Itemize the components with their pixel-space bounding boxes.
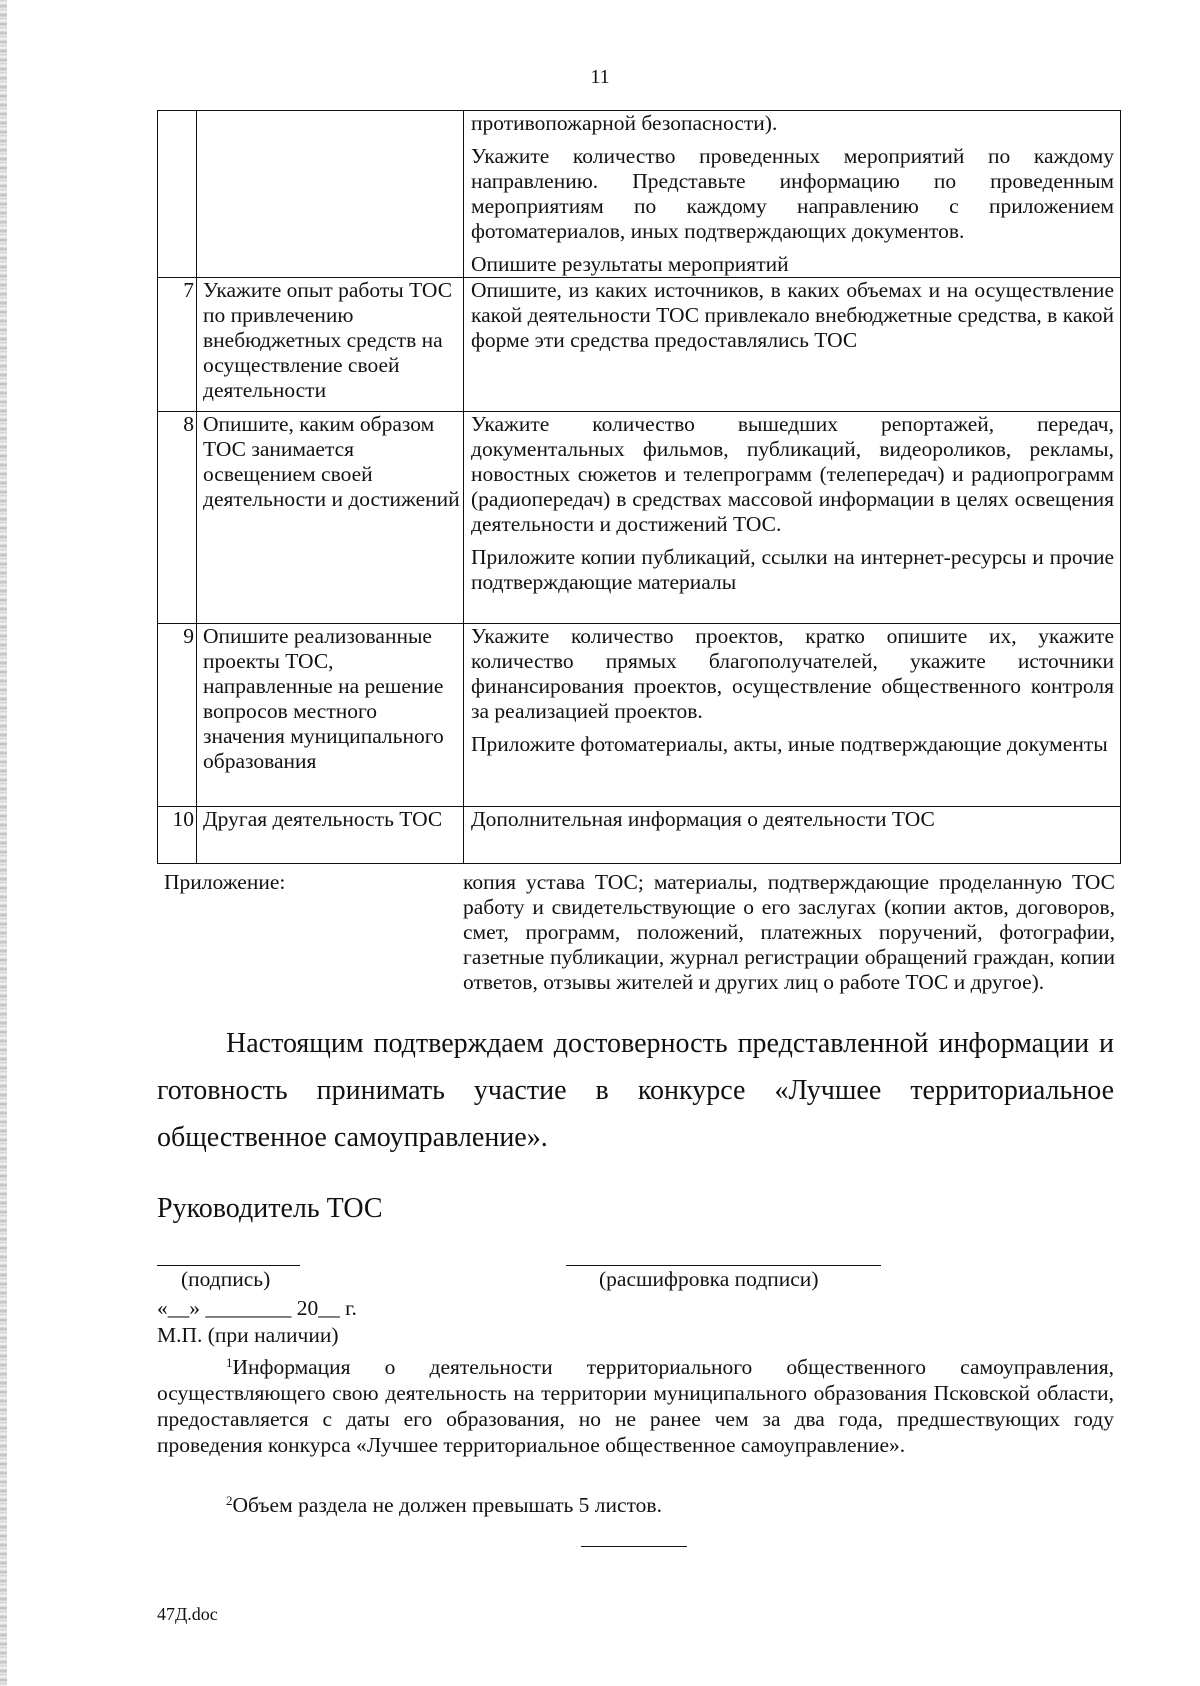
signature-decoding-line: [566, 1265, 881, 1266]
description-paragraph: Опишите результаты мероприятий: [471, 252, 789, 276]
description-paragraph: Опишите, из каких источников, в каких объемах и на осуществление какой деятельности ТОС привлекало внебюджетные средства, в какой форме эти средства предоставлялись ТОС: [471, 278, 1114, 352]
signature-line: [157, 1265, 300, 1266]
row-number: [158, 111, 197, 278]
row-question: Опишите, каким образом ТОС занимается освещением своей деятельности и достижений: [197, 412, 464, 624]
description-paragraph: противопожарной безопасности).: [471, 111, 778, 135]
footnote-text: Информация о деятельности территориального общественного самоуправления, осуществляющего свою деятельность на территории муниципального образования Псковской области, предоставляется с даты его образования, но не ранее чем за два года, предшествующих году проведения конкурса «Лучшее территориальное общественное самоуправление».: [157, 1355, 1114, 1457]
row-question: Другая деятельность ТОС: [197, 807, 464, 864]
footnote-mark: 1: [226, 1355, 233, 1370]
table-row: [158, 807, 1121, 864]
description-paragraph: Укажите количество проведенных мероприятий по каждому направлению. Представьте информацию по проведенным мероприятиям по каждому направлению с приложением фотоматериалов, иных подтверждающих документов.: [471, 144, 1114, 243]
stamp-note: М.П. (при наличии): [157, 1323, 339, 1347]
table-row: [158, 278, 1121, 412]
application-form-table: [157, 110, 1121, 864]
signatory-title: Руководитель ТОС: [157, 1193, 383, 1224]
row-number: 7: [158, 278, 197, 412]
description-paragraph: Укажите количество проектов, кратко опишите их, укажите количество прямых благополучателей, укажите источники финансирования проектов, осуществление общественного контроля за реализацией проектов.: [471, 624, 1114, 723]
footnote-text: Объем раздела не должен превышать 5 листов.: [232, 1493, 662, 1517]
description-paragraph: Укажите количество вышедших репортажей, передач, документальных фильмов, публикаций, видеороликов, рекламы, новостных сюжетов и телепрограмм (телепередач) и радиопрограмм (радиопередач) в средствах массовой информации в целях освещения деятельности и достижений ТОС.: [471, 412, 1114, 536]
row-question: Опишите реализованные проекты ТОС, направленные на решение вопросов местного значения муниципального образования: [197, 624, 464, 807]
row-number: 8: [158, 412, 197, 624]
table-row: [158, 412, 1121, 624]
document-code: 47Д.doc: [157, 1604, 218, 1624]
appendix-text: копия устава ТОС; материалы, подтверждающие проделанную ТОС работу и свидетельствующие о его заслугах (копии актов, договоров, смет, программ, положений, платежных поручений, фотографии, газетные публикации, журнал регистрации обращений граждан, копии ответов, отзывы жителей и других лиц о работе ТОС и другое).: [463, 870, 1115, 994]
row-number: 9: [158, 624, 197, 807]
date-line: «__» ________ 20__ г.: [157, 1296, 357, 1320]
table-row: [158, 111, 1121, 278]
row-number: 10: [158, 807, 197, 864]
signature-caption: (подпись): [181, 1267, 271, 1291]
row-question: Укажите опыт работы ТОС по привлечению внебюджетных средств на осуществление своей деятельности: [197, 278, 464, 412]
description-paragraph: Приложите копии публикаций, ссылки на интернет-ресурсы и прочие подтверждающие материалы: [471, 545, 1114, 594]
row-description: [464, 111, 1121, 278]
description-paragraph: Дополнительная информация о деятельности ТОС: [471, 807, 935, 831]
footnote: [157, 1488, 1114, 1518]
row-description: [464, 278, 1121, 412]
row-description: [464, 624, 1121, 807]
footnote-mark: 2: [226, 1493, 233, 1508]
table-row: [158, 624, 1121, 807]
scan-edge: [0, 0, 7, 1686]
page-number: 11: [590, 66, 610, 88]
end-divider: [581, 1546, 687, 1547]
confirmation-statement: Настоящим подтверждаем достоверность представленной информации и готовность принимать участие в конкурсе «Лучшее территориальное общественное самоуправление».: [157, 1028, 1114, 1153]
row-question: [197, 111, 464, 278]
row-description: [464, 412, 1121, 624]
footnote: [157, 1350, 1114, 1458]
row-description: [464, 807, 1121, 864]
description-paragraph: Приложите фотоматериалы, акты, иные подтверждающие документы: [471, 732, 1108, 756]
appendix-label: Приложение:: [164, 870, 286, 894]
signature-decoding-caption: (расшифровка подписи): [599, 1267, 819, 1291]
